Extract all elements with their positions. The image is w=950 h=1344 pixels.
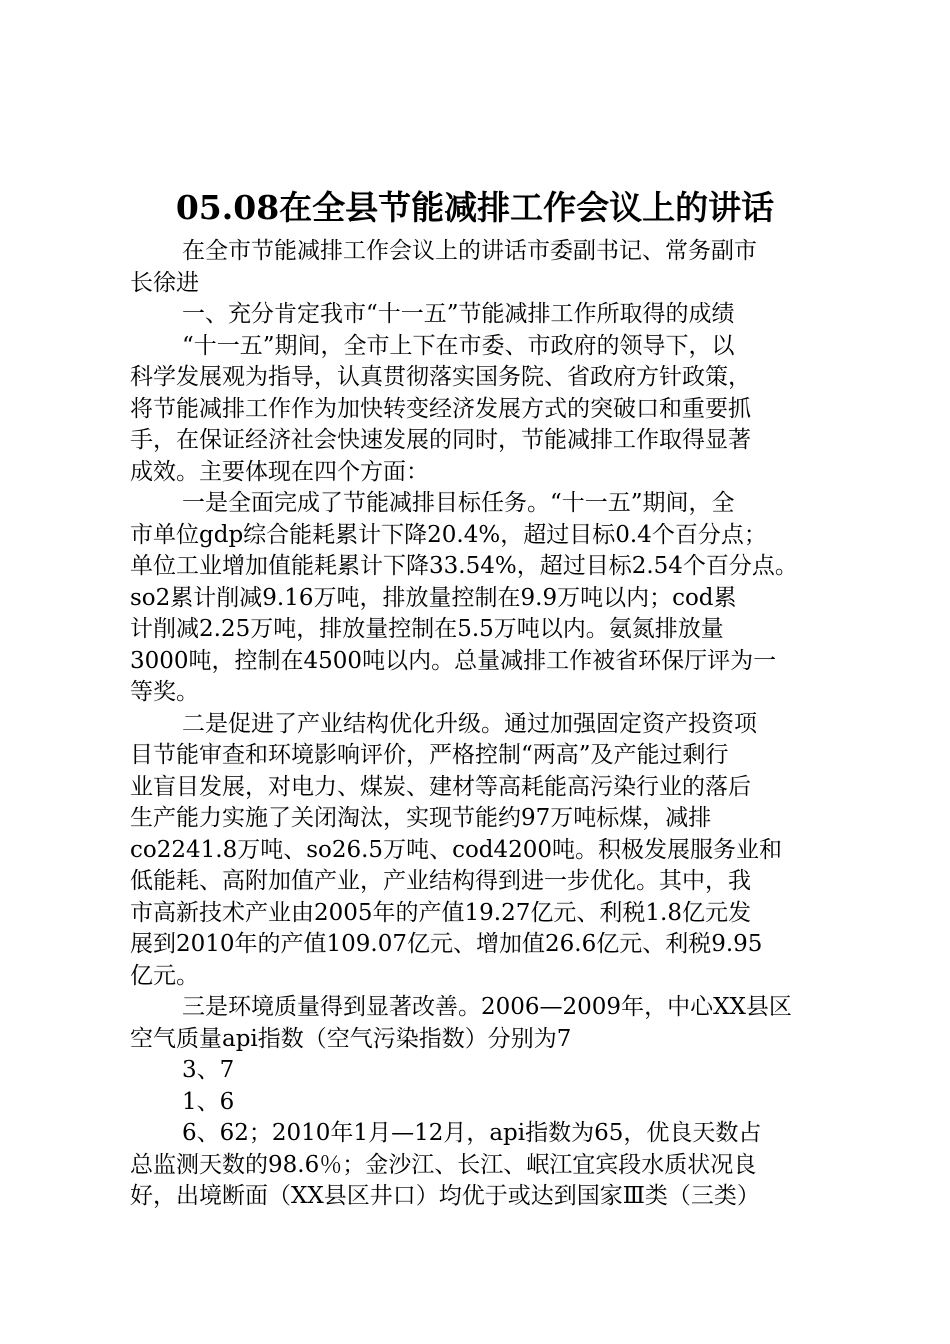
body-text-line: “十一五”期间，全市上下在市委、市政府的领导下，以: [182, 332, 735, 359]
body-text-line: 业盲目发展，对电力、煤炭、建材等高耗能高污染行业的落后: [130, 773, 751, 800]
body-text-line: 低能耗、高附加值产业，产业结构得到进一步优化。其中，我: [130, 868, 751, 894]
body-text-line: 一是全面完成了节能减排目标任务。“十一五”期间，全: [182, 490, 735, 516]
body-text-line: 展到2010年的产值109.07亿元、增加值26.6亿元、利税9.95: [130, 931, 763, 957]
body-text-line: so2累计削减9.16万吨，排放量控制在9.9万吨以内；cod累: [130, 584, 737, 611]
body-text-line: 单位工业增加值能耗累计下降33.54%，超过目标2.54个百分点。: [130, 553, 798, 579]
body-text-line: 市单位gdp综合能耗累计下降20.4%，超过目标0.4个百分点；: [130, 521, 767, 548]
body-text-line: 空气质量api指数（空气污染指数）分别为7: [130, 1025, 572, 1052]
body-text-line: 亿元。: [130, 962, 199, 989]
body-text-line: 市高新技术产业由2005年的产值19.27亿元、利税1.8亿元发: [130, 899, 751, 926]
body-text-line: 二是促进了产业结构优化升级。通过加强固定资产投资项: [182, 710, 757, 737]
body-text-line: 总监测天数的98.6％；金沙江、长江、岷江宜宾段水质状况良: [130, 1151, 757, 1178]
body-text-line: 长徐进: [130, 269, 199, 296]
body-text-line: 等奖。: [130, 679, 199, 705]
body-text-line: 三是环境质量得到显著改善。2006—2009年，中心XX县区: [182, 994, 792, 1020]
body-text-line: 成效。主要体现在四个方面：: [130, 458, 429, 485]
body-text-line: 6、62；2010年1月—12月，api指数为65，优良天数占: [182, 1120, 762, 1146]
body-text-line: 一、充分肯定我市“十一五”节能减排工作所取得的成绩: [182, 301, 735, 327]
body-text-line: co2241.8万吨、so26.5万吨、cod4200吨。积极发展服务业和: [130, 836, 783, 863]
body-text-line: 生产能力实施了关闭淘汰，实现节能约97万吨标煤，减排: [130, 805, 712, 831]
body-text-line: 将节能减排工作作为加快转变经济发展方式的突破口和重要抓: [130, 395, 751, 422]
body-text-line: 3、7: [182, 1057, 235, 1083]
document-body: [130, 236, 840, 1213]
body-text-line: 目节能审查和环境影响评价，严格控制“两高”及产能过剩行: [130, 742, 729, 768]
body-text-line: 好，出境断面（XX县区井口）均优于或达到国家Ⅲ类（三类）: [130, 1183, 760, 1209]
body-text-line: 在全市节能减排工作会议上的讲话市委副书记、常务副市: [182, 238, 757, 264]
body-text-line: 3000吨，控制在4500吨以内。总量减排工作被省环保厅评为一: [130, 647, 777, 674]
document-title: 05.08在全县节能减排工作会议上的讲话: [175, 188, 775, 227]
body-text-line: 计削减2.25万吨，排放量控制在5.5万吨以内。氨氮排放量: [130, 616, 724, 642]
body-text-line: 科学发展观为指导，认真贯彻落实国务院、省政府方针政策，: [130, 364, 751, 390]
body-text-line: 手，在保证经济社会快速发展的同时，节能减排工作取得显著: [130, 427, 751, 453]
body-text-line: 1、6: [182, 1088, 235, 1115]
